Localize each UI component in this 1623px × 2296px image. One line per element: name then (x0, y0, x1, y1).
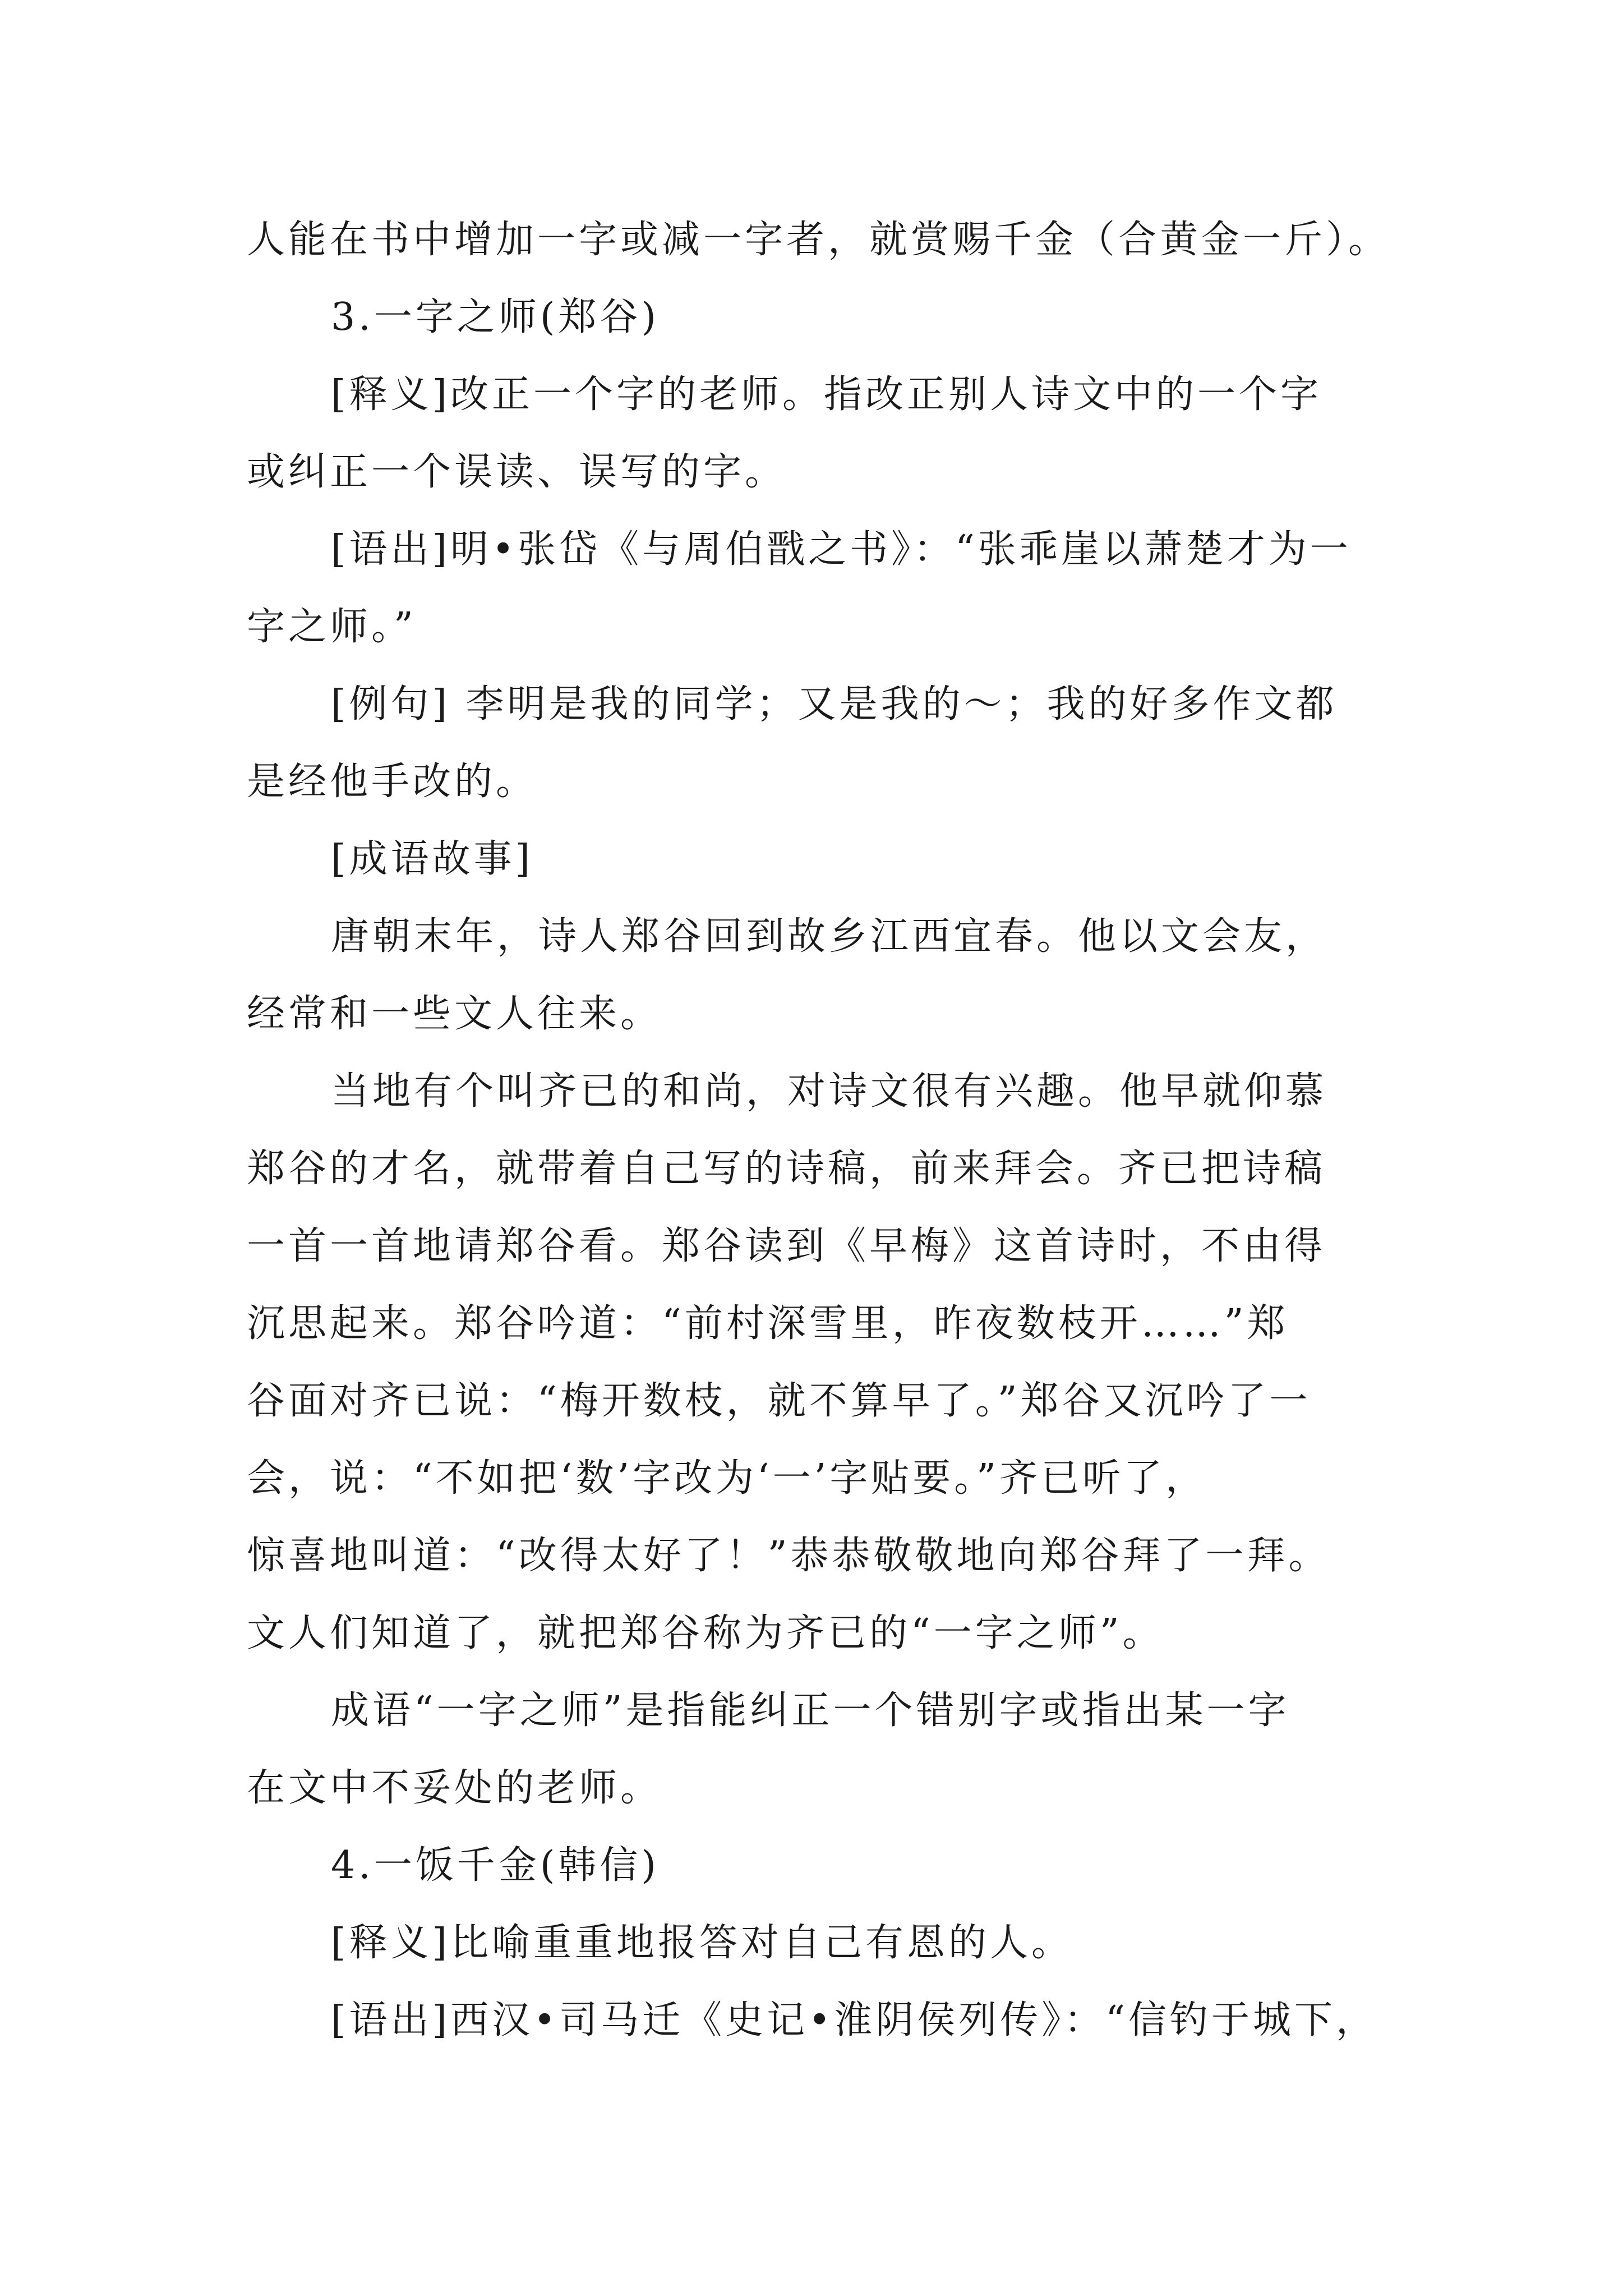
source-line-1: [语出]明•张岱《与周伯戬之书》：“张乖崖以萧楚才为一 (331, 527, 1352, 572)
source-line-2: 字之师。” (247, 605, 417, 649)
story-line-10: 文人们知道了，就把郑谷称为齐已的“一字之师”。 (247, 1611, 1164, 1655)
example-line-2: 是经他手改的。 (247, 760, 538, 804)
definition-line-3: [释义]比喻重重地报答对自己有恩的人。 (331, 1921, 1073, 1965)
story-line-2: 经常和一些文人往来。 (247, 992, 662, 1036)
definition-line-2: 或纠正一个误读、误写的字。 (247, 450, 787, 494)
story-line-6: 沉思起来。郑谷吟道：“前村深雪里，昨夜数枝开……”郑 (247, 1301, 1289, 1346)
summary-line-1: 成语“一字之师”是指能纠正一个错别字或指出某一字 (331, 1688, 1290, 1733)
text-line-1: 人能在书中增加一字或减一字者，就赏赐千金（合黄金一斤）。 (247, 218, 1390, 262)
story-line-8: 会，说：“不如把‘数’字改为‘一’字贴要。”齐已听了， (247, 1456, 1207, 1501)
definition-line-1: [释义]改正一个字的老师。指改正别人诗文中的一个字 (331, 372, 1322, 417)
story-line-4: 郑谷的才名，就带着自己写的诗稿，前来拜会。齐已把诗稿 (247, 1147, 1326, 1191)
summary-line-2: 在文中不妥处的老师。 (247, 1766, 662, 1810)
story-heading: [成语故事] (331, 837, 534, 881)
source-line-3: [语出]西汉•司马迁《史记•淮阴侯列传》：“信钓于城下， (331, 1998, 1378, 2042)
example-line-1: [例句] 李明是我的同学；又是我的～；我的好多作文都 (331, 682, 1338, 726)
story-line-3: 当地有个叫齐已的和尚，对诗文很有兴趣。他早就仰慕 (331, 1069, 1327, 1114)
story-line-1: 唐朝末年，诗人郑谷回到故乡江西宜春。他以文会友， (331, 914, 1327, 959)
section-heading-4: 4.一饭千金(韩信) (331, 1843, 660, 1888)
section-heading-3: 3.一字之师(郑谷) (331, 295, 660, 339)
story-line-5: 一首一首地请郑谷看。郑谷读到《早梅》这首诗时，不由得 (247, 1224, 1326, 1268)
story-line-9: 惊喜地叫道：“改得太好了！”恭恭敬敬地向郑谷拜了一拜。 (247, 1534, 1330, 1578)
story-line-7: 谷面对齐已说：“梅开数枝，就不算早了。”郑谷又沉吟了一 (247, 1379, 1311, 1423)
